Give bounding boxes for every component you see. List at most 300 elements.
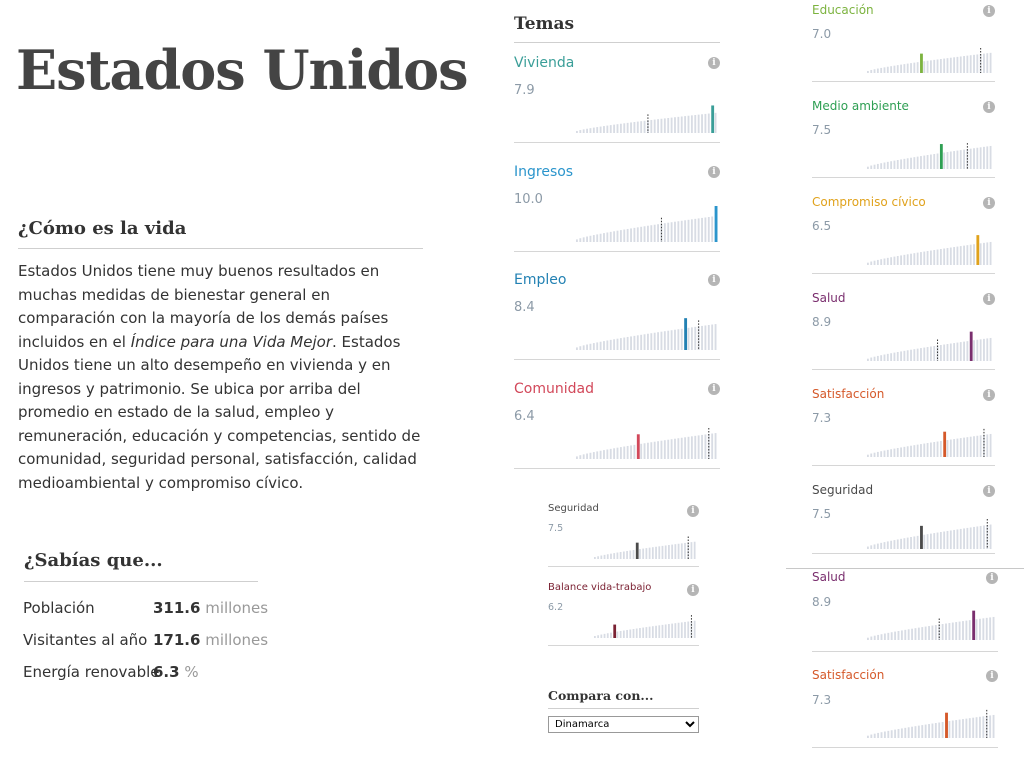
- country-bar: [983, 243, 985, 265]
- country-bar: [715, 324, 717, 350]
- country-bar: [867, 455, 869, 457]
- country-bar: [962, 621, 964, 640]
- country-bar: [874, 734, 876, 738]
- country-bar: [920, 156, 922, 169]
- country-bar: [921, 725, 923, 738]
- country-bar: [953, 343, 955, 361]
- ranking-chart: [867, 608, 996, 640]
- country-bar: [579, 455, 581, 459]
- highlight-country-bar: [920, 54, 923, 73]
- info-icon[interactable]: i: [708, 57, 720, 69]
- country-bar: [990, 338, 992, 361]
- topic-card-seguridad[interactable]: [548, 503, 699, 567]
- ranking-chart: [867, 137, 993, 169]
- country-bar: [947, 152, 949, 169]
- country-bar: [937, 533, 939, 549]
- country-bar: [933, 346, 935, 361]
- country-bar: [973, 340, 975, 361]
- info-icon[interactable]: i: [708, 383, 720, 395]
- country-bar: [671, 118, 673, 133]
- country-bar: [704, 325, 706, 350]
- facts-value: 6.3 %: [153, 663, 199, 681]
- facts-label: Población: [23, 599, 95, 617]
- facts-row-visitors: [23, 631, 269, 649]
- country-bar: [884, 634, 886, 640]
- country-bar: [940, 532, 942, 549]
- topic-score: 7.3: [812, 693, 832, 707]
- country-bar: [993, 715, 995, 738]
- column-separator: [786, 568, 1024, 569]
- country-bar: [913, 157, 915, 169]
- country-bar: [930, 534, 932, 549]
- country-bar: [661, 119, 663, 133]
- country-bar: [877, 452, 879, 457]
- country-bar: [880, 259, 882, 265]
- country-bar: [681, 543, 683, 559]
- topic-card-ingresos[interactable]: [514, 164, 720, 252]
- country-bar: [923, 348, 925, 361]
- country-bar: [969, 620, 971, 640]
- topic-card-vivienda[interactable]: [514, 55, 720, 143]
- country-bar: [966, 437, 968, 457]
- country-bar: [711, 434, 713, 459]
- country-bar: [661, 441, 663, 459]
- ranking-chart: [867, 515, 993, 549]
- country-bar: [904, 630, 906, 640]
- country-bar: [940, 249, 942, 265]
- country-bar: [586, 237, 588, 242]
- country-bar: [957, 57, 959, 73]
- country-bar: [691, 436, 693, 459]
- country-bar: [986, 338, 988, 361]
- country-bar: [674, 439, 676, 459]
- country-bar: [600, 234, 602, 242]
- country-bar: [930, 251, 932, 265]
- country-bar: [957, 439, 959, 457]
- country-bar: [973, 244, 975, 265]
- country-bar: [623, 338, 625, 350]
- country-bar: [640, 335, 642, 350]
- country-bar: [633, 228, 635, 242]
- country-bar: [613, 448, 615, 459]
- facts-row-population: [23, 599, 269, 617]
- country-bar: [976, 340, 978, 361]
- country-bar: [590, 453, 592, 459]
- topic-name: Salud: [812, 570, 846, 584]
- country-bar: [963, 342, 965, 361]
- country-bar: [604, 634, 606, 638]
- country-bar: [960, 56, 962, 73]
- country-bar: [943, 153, 945, 169]
- info-icon[interactable]: i: [708, 166, 720, 178]
- country-bar: [957, 529, 959, 549]
- country-bar: [920, 348, 922, 361]
- country-bar: [613, 125, 615, 133]
- ranking-chart: [594, 614, 697, 638]
- topic-card-balance-vida-trabajo[interactable]: [548, 582, 699, 646]
- country-bar: [907, 158, 909, 169]
- country-bar: [907, 446, 909, 457]
- country-bar: [579, 130, 581, 133]
- country-bar: [594, 557, 596, 559]
- country-bar: [894, 161, 896, 169]
- country-bar: [627, 337, 629, 350]
- country-bar: [986, 242, 988, 265]
- country-bar: [870, 262, 872, 265]
- country-bar: [966, 56, 968, 73]
- country-bar: [874, 453, 876, 457]
- country-bar: [890, 353, 892, 361]
- country-bar: [620, 552, 622, 559]
- country-bar: [884, 259, 886, 265]
- country-bar: [970, 245, 972, 265]
- country-bar: [950, 152, 952, 169]
- info-icon[interactable]: i: [986, 670, 998, 682]
- country-bar: [887, 162, 889, 169]
- country-bar: [688, 437, 690, 459]
- country-bar: [980, 526, 982, 549]
- topic-card-medio-ambiente[interactable]: [812, 99, 995, 178]
- country-bar: [894, 66, 896, 73]
- country-bar: [586, 454, 588, 459]
- topic-divider: [514, 468, 720, 469]
- country-bar: [976, 54, 978, 73]
- country-bar: [870, 735, 872, 738]
- country-bar: [950, 248, 952, 265]
- country-bar: [907, 538, 909, 549]
- country-bar: [688, 116, 690, 133]
- country-bar: [903, 447, 905, 457]
- country-bar: [677, 117, 679, 133]
- country-bar: [937, 442, 939, 457]
- country-bar: [637, 335, 639, 350]
- country-bar: [913, 536, 915, 549]
- country-bar: [715, 113, 717, 133]
- country-bar: [980, 339, 982, 361]
- country-bar: [684, 116, 686, 133]
- topic-divider: [812, 553, 995, 554]
- country-bar: [963, 150, 965, 169]
- country-bar: [654, 120, 656, 133]
- country-bar: [933, 154, 935, 169]
- country-bar: [986, 434, 988, 457]
- country-bar: [917, 445, 919, 457]
- country-bar: [953, 247, 955, 265]
- country-bar: [586, 345, 588, 350]
- country-bar: [870, 545, 872, 549]
- country-bar: [913, 445, 915, 457]
- country-bar: [579, 346, 581, 350]
- country-bar: [917, 536, 919, 549]
- country-bar: [655, 547, 657, 559]
- country-bar: [874, 165, 876, 169]
- country-bar: [943, 531, 945, 549]
- country-bar: [980, 243, 982, 265]
- country-bar: [667, 118, 669, 133]
- country-bar: [576, 347, 578, 350]
- country-bar: [630, 122, 632, 133]
- highlight-country-bar: [715, 206, 718, 242]
- country-bar: [655, 626, 657, 638]
- country-bar: [637, 227, 639, 242]
- country-bar: [890, 66, 892, 73]
- country-bar: [630, 228, 632, 242]
- country-bar: [950, 344, 952, 361]
- country-bar: [644, 121, 646, 133]
- country-bar: [963, 246, 965, 265]
- country-bar: [897, 539, 899, 549]
- info-icon[interactable]: i: [983, 389, 995, 401]
- country-bar: [586, 129, 588, 133]
- country-bar: [593, 128, 595, 133]
- country-bar: [708, 114, 710, 133]
- country-bar: [943, 345, 945, 361]
- country-bar: [870, 166, 872, 169]
- country-bar: [637, 122, 639, 133]
- country-bar: [891, 632, 893, 640]
- country-bar: [698, 115, 700, 133]
- topic-score: 7.5: [548, 523, 564, 534]
- country-bar: [623, 447, 625, 459]
- country-bar: [942, 624, 944, 640]
- highlight-country-bar: [711, 105, 714, 133]
- country-bar: [877, 356, 879, 361]
- info-icon[interactable]: i: [983, 197, 995, 209]
- topic-card-compromiso-cívico[interactable]: [812, 195, 995, 274]
- country-bar: [610, 340, 612, 350]
- highlight-country-bar: [684, 318, 687, 350]
- topic-name: Medio ambiente: [812, 99, 909, 113]
- country-bar: [603, 126, 605, 133]
- country-bar: [903, 538, 905, 549]
- topic-card-satisfacción[interactable]: [812, 668, 998, 748]
- country-bar: [646, 548, 648, 559]
- country-bar: [704, 217, 706, 242]
- country-bar: [990, 525, 992, 549]
- country-bar: [947, 531, 949, 549]
- country-bar: [928, 626, 930, 640]
- country-bar: [983, 525, 985, 549]
- country-bar: [636, 629, 638, 638]
- info-icon[interactable]: i: [983, 101, 995, 113]
- country-bar: [948, 623, 950, 640]
- country-bar: [650, 442, 652, 459]
- country-bar: [606, 340, 608, 350]
- country-bar: [917, 349, 919, 361]
- country-bar: [626, 551, 628, 559]
- country-bar: [593, 235, 595, 242]
- country-bar: [959, 622, 961, 640]
- topic-card-educación[interactable]: [812, 3, 995, 82]
- country-bar: [957, 343, 959, 361]
- country-bar: [986, 53, 988, 73]
- country-bar: [617, 448, 619, 459]
- country-bar: [610, 554, 612, 559]
- topic-score: 7.9: [514, 83, 535, 98]
- topic-name: Salud: [812, 291, 846, 305]
- country-bar: [976, 148, 978, 169]
- topic-divider: [812, 465, 995, 466]
- country-bar: [947, 344, 949, 361]
- topic-card-seguridad[interactable]: [812, 483, 995, 554]
- country-bar: [658, 625, 660, 638]
- country-bar: [620, 338, 622, 350]
- country-bar: [652, 547, 654, 559]
- country-bar: [674, 222, 676, 242]
- compare-country-select[interactable]: [548, 716, 699, 733]
- topic-divider: [514, 142, 720, 143]
- country-bar: [920, 252, 922, 265]
- country-bar: [681, 221, 683, 242]
- country-bar: [907, 254, 909, 265]
- country-bar: [966, 528, 968, 549]
- life-description-part-1: Estados Unidos tiene muy buenos resultados en muchas medidas de bienestar general en comparación con la mayoría de los demás países incluidos en el: [18, 262, 389, 351]
- country-bar: [691, 542, 693, 559]
- topic-card-empleo[interactable]: [514, 272, 720, 360]
- topic-card-comunidad[interactable]: [514, 381, 720, 469]
- country-bar: [642, 628, 644, 638]
- country-bar: [930, 155, 932, 169]
- country-bar: [877, 544, 879, 549]
- country-bar: [970, 437, 972, 457]
- highlight-country-bar: [945, 713, 948, 738]
- country-bar: [654, 225, 656, 242]
- country-bar: [963, 528, 965, 549]
- topic-score: 7.5: [812, 123, 832, 137]
- country-bar: [583, 237, 585, 242]
- country-bar: [927, 61, 929, 73]
- country-bar: [937, 250, 939, 265]
- country-bar: [887, 67, 889, 73]
- highlight-country-bar: [636, 543, 639, 559]
- country-bar: [933, 533, 935, 549]
- topic-divider: [812, 747, 998, 748]
- info-icon[interactable]: i: [687, 505, 699, 517]
- country-bar: [633, 122, 635, 133]
- country-bar: [691, 219, 693, 242]
- country-bar: [989, 715, 991, 738]
- country-bar: [681, 622, 683, 638]
- country-bar: [610, 125, 612, 133]
- index-link-text[interactable]: Índice para una Vida Mejor: [130, 332, 332, 351]
- country-bar: [687, 543, 689, 559]
- country-bar: [917, 157, 919, 169]
- country-bar: [915, 628, 917, 640]
- country-bar: [894, 353, 896, 361]
- country-bar: [644, 226, 646, 242]
- country-bar: [897, 160, 899, 169]
- info-icon[interactable]: i: [983, 5, 995, 17]
- info-icon[interactable]: i: [986, 572, 998, 584]
- country-bar: [867, 263, 869, 265]
- country-bar: [600, 451, 602, 459]
- country-bar: [715, 433, 717, 459]
- country-bar: [623, 230, 625, 242]
- topic-name: Empleo: [514, 272, 567, 288]
- info-icon[interactable]: i: [983, 293, 995, 305]
- country-bar: [708, 217, 710, 242]
- country-bar: [664, 440, 666, 459]
- country-bar: [953, 57, 955, 73]
- country-bar: [633, 336, 635, 350]
- country-bar: [620, 631, 622, 638]
- life-section-divider: [18, 248, 423, 249]
- country-bar: [691, 115, 693, 133]
- topic-score: 7.0: [812, 27, 832, 41]
- country-bar: [923, 252, 925, 265]
- country-bar: [877, 164, 879, 169]
- country-bar: [962, 719, 964, 738]
- country-bar: [903, 64, 905, 73]
- country-bar: [933, 442, 935, 457]
- info-icon[interactable]: i: [687, 584, 699, 596]
- country-bar: [980, 147, 982, 169]
- topic-score: 6.4: [514, 409, 535, 424]
- country-bar: [965, 621, 967, 640]
- country-bar: [887, 354, 889, 361]
- country-bar: [694, 621, 696, 638]
- country-bar: [687, 622, 689, 638]
- country-bar: [606, 449, 608, 459]
- country-bar: [671, 439, 673, 459]
- country-bar: [940, 59, 942, 73]
- country-bar: [576, 456, 578, 459]
- country-bar: [708, 325, 710, 350]
- country-bar: [644, 443, 646, 459]
- country-bar: [979, 717, 981, 738]
- country-bar: [910, 537, 912, 549]
- country-bar: [694, 542, 696, 559]
- country-bar: [874, 357, 876, 361]
- country-bar: [596, 451, 598, 459]
- country-bar: [870, 637, 872, 640]
- country-bar: [881, 634, 883, 640]
- country-bar: [980, 435, 982, 457]
- country-bar: [884, 542, 886, 549]
- country-bar: [884, 163, 886, 169]
- country-bar: [617, 553, 619, 559]
- country-bar: [623, 123, 625, 133]
- info-icon[interactable]: i: [983, 485, 995, 497]
- topic-name: Seguridad: [812, 483, 874, 497]
- country-bar: [627, 229, 629, 242]
- country-bar: [908, 727, 910, 738]
- country-bar: [887, 450, 889, 457]
- country-bar: [953, 530, 955, 549]
- highlight-country-bar: [943, 432, 946, 457]
- country-bar: [947, 440, 949, 457]
- topic-card-salud[interactable]: [812, 291, 995, 370]
- country-bar: [910, 350, 912, 361]
- topic-name: Ingresos: [514, 164, 574, 180]
- topic-card-satisfacción[interactable]: [812, 387, 995, 466]
- country-bar: [957, 247, 959, 265]
- country-bar: [694, 436, 696, 459]
- ranking-chart: [867, 45, 993, 73]
- country-bar: [657, 441, 659, 459]
- info-icon[interactable]: i: [708, 274, 720, 286]
- ranking-chart: [594, 535, 697, 559]
- country-bar: [877, 635, 879, 640]
- country-bar: [959, 720, 961, 738]
- topic-card-salud[interactable]: [812, 570, 998, 652]
- country-bar: [930, 347, 932, 361]
- country-bar: [925, 627, 927, 640]
- country-bar: [935, 625, 937, 640]
- country-bar: [583, 345, 585, 350]
- facts-value: 311.6 millones: [153, 599, 269, 617]
- country-bar: [594, 636, 596, 638]
